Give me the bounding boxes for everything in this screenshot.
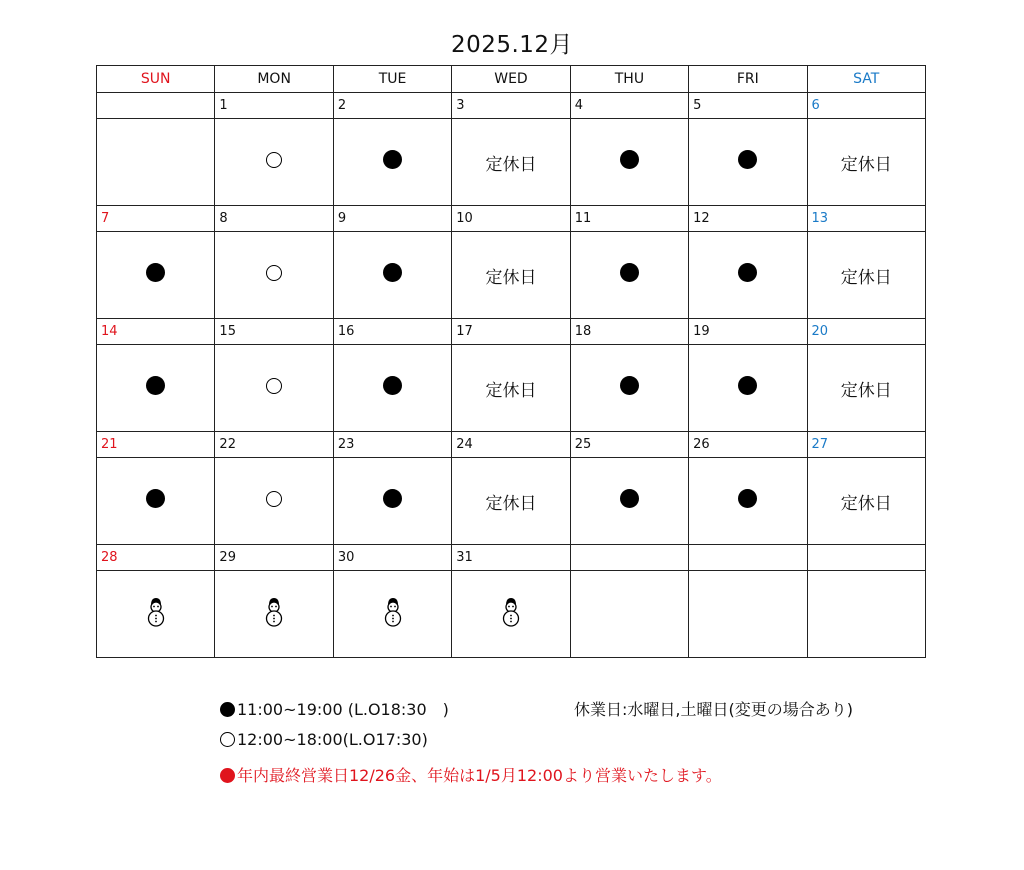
- closed-day-label: 定休日: [840, 493, 892, 514]
- open-circle-icon: [220, 732, 235, 747]
- date-mark-row: [97, 232, 926, 319]
- filled-circle-icon: [738, 150, 757, 169]
- day-cell: [689, 232, 807, 319]
- date-number: 8: [215, 206, 333, 232]
- snowman-icon: [145, 596, 167, 633]
- open-circle-icon: [266, 265, 282, 281]
- day-cell: [570, 458, 688, 545]
- day-cell: [807, 345, 925, 432]
- filled-circle-icon: [620, 376, 639, 395]
- legend-notice: [220, 763, 722, 786]
- date-number: 3: [452, 93, 570, 119]
- date-number: 18: [570, 319, 688, 345]
- date-number: 28: [97, 545, 215, 571]
- date-mark-row: [97, 458, 926, 545]
- filled-circle-icon: [738, 489, 757, 508]
- legend-open-hours: [220, 730, 428, 749]
- date-number: 7: [97, 206, 215, 232]
- date-number: 26: [689, 432, 807, 458]
- day-cell: [215, 345, 333, 432]
- open-circle-icon: [266, 152, 282, 168]
- date-number: 1: [215, 93, 333, 119]
- day-cell: [97, 232, 215, 319]
- legend-open-hours-text: 12:00~18:00(L.O17:30): [237, 730, 428, 749]
- open-circle-icon: [266, 491, 282, 507]
- date-number: 21: [97, 432, 215, 458]
- day-cell: [333, 571, 451, 658]
- legend-holidays: 休業日:水曜日,土曜日(変更の場合あり): [574, 700, 853, 719]
- date-number: 12: [689, 206, 807, 232]
- day-cell: [333, 458, 451, 545]
- day-cell: [452, 571, 570, 658]
- date-number: 25: [570, 432, 688, 458]
- date-number: 17: [452, 319, 570, 345]
- day-cell: [215, 571, 333, 658]
- day-cell: [333, 232, 451, 319]
- date-number: 14: [97, 319, 215, 345]
- day-cell: [807, 571, 925, 658]
- date-number: 11: [570, 206, 688, 232]
- date-number: [689, 545, 807, 571]
- legend-filled-hours-text: 11:00~19:00 (L.O18:30 ): [237, 700, 449, 719]
- filled-circle-icon: [146, 376, 165, 395]
- date-mark-row: [97, 345, 926, 432]
- day-cell: [97, 571, 215, 658]
- date-number: 23: [333, 432, 451, 458]
- day-cell: [452, 345, 570, 432]
- date-number: 9: [333, 206, 451, 232]
- date-number: 20: [807, 319, 925, 345]
- weekday-mon: MON: [215, 66, 333, 93]
- weekday-sat: SAT: [807, 66, 925, 93]
- filled-circle-icon: [383, 376, 402, 395]
- day-cell: [689, 458, 807, 545]
- date-number-row: [97, 206, 926, 232]
- date-number: 24: [452, 432, 570, 458]
- weekday-thu: THU: [570, 66, 688, 93]
- filled-circle-icon: [738, 376, 757, 395]
- filled-circle-icon: [383, 150, 402, 169]
- filled-circle-icon: [738, 263, 757, 282]
- date-number: 13: [807, 206, 925, 232]
- filled-circle-icon: [620, 263, 639, 282]
- day-cell: [689, 119, 807, 206]
- day-cell: [689, 571, 807, 658]
- weekday-fri: FRI: [689, 66, 807, 93]
- day-cell: [97, 458, 215, 545]
- date-number: 27: [807, 432, 925, 458]
- closed-day-label: 定休日: [840, 267, 892, 288]
- day-cell: [333, 119, 451, 206]
- filled-circle-icon: [620, 150, 639, 169]
- date-number: 16: [333, 319, 451, 345]
- date-number: 22: [215, 432, 333, 458]
- closed-day-label: 定休日: [485, 267, 537, 288]
- day-cell: [215, 458, 333, 545]
- day-cell: [689, 345, 807, 432]
- date-number: [97, 93, 215, 119]
- day-cell: [452, 458, 570, 545]
- closed-day-label: 定休日: [485, 493, 537, 514]
- date-number: 4: [570, 93, 688, 119]
- date-number: 10: [452, 206, 570, 232]
- weekday-header-row: [97, 66, 926, 93]
- day-cell: [215, 119, 333, 206]
- weekday-wed: WED: [452, 66, 570, 93]
- date-number-row: [97, 432, 926, 458]
- date-number: [570, 545, 688, 571]
- date-number: 15: [215, 319, 333, 345]
- weekday-sun: SUN: [97, 66, 215, 93]
- legend-filled-hours: [220, 697, 449, 720]
- filled-circle-icon: [146, 489, 165, 508]
- date-number-row: [97, 545, 926, 571]
- day-cell: [452, 119, 570, 206]
- weekday-tue: TUE: [333, 66, 451, 93]
- day-cell: [215, 232, 333, 319]
- day-cell: [570, 232, 688, 319]
- closed-day-label: 定休日: [485, 154, 537, 175]
- date-number: 30: [333, 545, 451, 571]
- closed-day-label: 定休日: [840, 154, 892, 175]
- filled-circle-icon: [220, 702, 235, 717]
- day-cell: [97, 119, 215, 206]
- date-number: 31: [452, 545, 570, 571]
- day-cell: [333, 345, 451, 432]
- date-number: [807, 545, 925, 571]
- day-cell: [570, 119, 688, 206]
- calendar-grid: [96, 65, 926, 658]
- filled-circle-icon: [383, 489, 402, 508]
- calendar-title: 2025.12月: [450, 32, 574, 58]
- closed-day-label: 定休日: [840, 380, 892, 401]
- date-number-row: [97, 93, 926, 119]
- day-cell: [807, 458, 925, 545]
- closed-day-label: 定休日: [485, 380, 537, 401]
- filled-circle-icon: [146, 263, 165, 282]
- snowman-icon: [263, 596, 285, 633]
- red-circle-icon: [220, 768, 235, 783]
- snowman-icon: [500, 596, 522, 633]
- day-cell: [807, 119, 925, 206]
- day-cell: [807, 232, 925, 319]
- date-mark-row: [97, 119, 926, 206]
- snowman-icon: [382, 596, 404, 633]
- date-number: 19: [689, 319, 807, 345]
- filled-circle-icon: [620, 489, 639, 508]
- day-cell: [570, 571, 688, 658]
- filled-circle-icon: [383, 263, 402, 282]
- date-number: 5: [689, 93, 807, 119]
- legend-notice-text: 年内最終営業日12/26金、年始は1/5月12:00より営業いたします。: [237, 766, 722, 785]
- date-number-row: [97, 319, 926, 345]
- day-cell: [452, 232, 570, 319]
- date-number: 6: [807, 93, 925, 119]
- open-circle-icon: [266, 378, 282, 394]
- date-number: 2: [333, 93, 451, 119]
- date-mark-row: [97, 571, 926, 658]
- day-cell: [570, 345, 688, 432]
- date-number: 29: [215, 545, 333, 571]
- day-cell: [97, 345, 215, 432]
